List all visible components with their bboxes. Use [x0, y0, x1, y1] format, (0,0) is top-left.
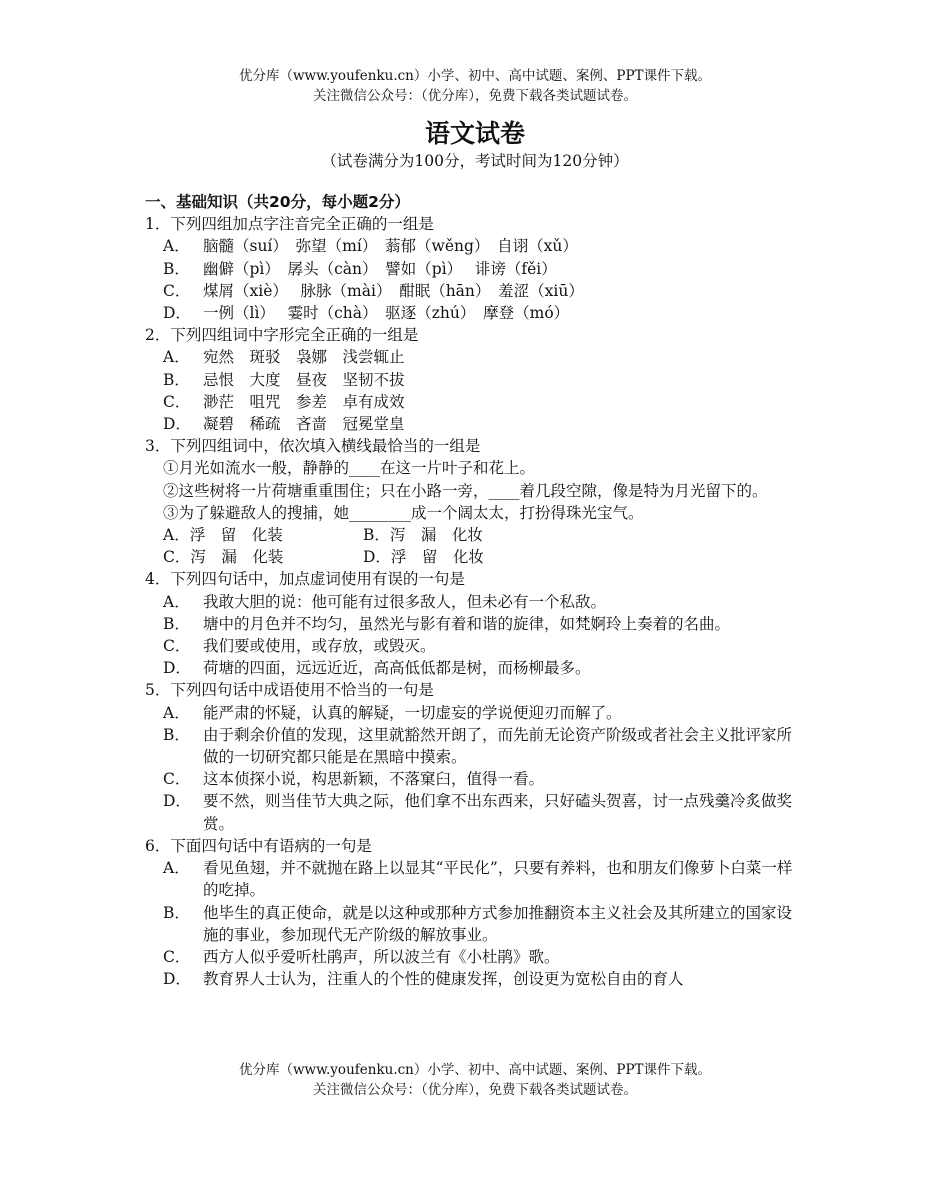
question-stem: 2．下列四组词中字形完全正确的一组是	[145, 326, 419, 345]
header-line-2: 关注微信公众号：（优分库），免费下载各类试题试卷。	[313, 88, 637, 104]
option-a: A． 宛然 斑驳 袅娜 浅尝辄止	[163, 348, 405, 367]
option-c: C． 西方人似乎爱听杜鹃声，所以波兰有《小杜鹃》歌。	[163, 947, 560, 966]
option-d: D． 凝碧 稀疏 吝啬 冠冕堂皇	[163, 415, 405, 434]
question-3	[145, 435, 805, 568]
question-6	[145, 835, 805, 990]
option-a: A．浮 留 化装	[163, 526, 283, 545]
option-a: A． 我敢大胆的说：他可能有过很多敌人，但未必有一个私敌。	[163, 592, 607, 611]
question-stem: 1．下列四组加点字注音完全正确的一组是	[145, 215, 434, 234]
option-c: C．泻 漏 化装	[163, 548, 284, 567]
option-c: C． 我们要或使用，或存放，或毁灭。	[163, 637, 436, 656]
option-a: A． 脑髓（suí） 弥望（mí） 蓊郁（wěng） 自诩（xǔ）	[163, 237, 578, 256]
option-d: D． 教育界人士认为，注重人的个性的健康发挥，创设更为宽松自由的育人	[163, 970, 684, 989]
section-title: 一、基础知识（共20分，每小题2分）	[145, 193, 410, 211]
option-b: B． 他毕生的真正使命，就是以这种或那种方式参加推翻资本主义社会及其所建立的国家设施的事业，参加现代无产阶级的解放事业。	[163, 903, 793, 944]
exam-subtitle: （试卷满分为100分，考试时间为120分钟）	[321, 152, 629, 170]
option-d: D． 要不然，则当佳节大典之际，他们拿不出东西来，只好磕头贺喜，讨一点残羹冷炙做奖赏。	[163, 792, 793, 833]
question-2	[145, 324, 805, 435]
option-c: C． 渺茫 咀咒 参差 卓有成效	[163, 392, 405, 411]
option-b: B． 忌恨 大度 昼夜 坚韧不拔	[163, 370, 405, 389]
exam-content	[145, 191, 805, 990]
question-stem: 3．下列四组词中，依次填入横线最恰当的一组是	[145, 437, 481, 456]
option-row-cd	[145, 546, 805, 568]
footer-line-2: 关注微信公众号：（优分库），免费下载各类试题试卷。	[313, 1082, 637, 1098]
question-stem: 4．下列四句话中，加点虚词使用有误的一句是	[145, 570, 465, 589]
option-row-ab	[145, 524, 805, 546]
option-d: D．浮 留 化妆	[363, 548, 484, 567]
sentence-2: ②这些树将一片荷塘重重围住；只在小路一旁，____着几段空隙，像是特为月光留下的。	[163, 481, 768, 500]
sentence-1: ①月光如流水一般，静静的____在这一片叶子和花上。	[163, 459, 536, 478]
question-5	[145, 679, 805, 834]
exam-title: 语文试卷	[424, 119, 525, 148]
option-c: C． 煤屑（xiè） 脉脉（mài） 酣眠（hān） 羞涩（xiū）	[163, 281, 584, 300]
question-4	[145, 568, 805, 679]
option-b: B． 幽僻（pì） 孱头（càn） 譬如（pì） 诽谤（fěi）	[163, 259, 557, 278]
question-stem: 5．下列四句话中成语使用不恰当的一句是	[145, 681, 434, 700]
page-footer	[0, 1060, 950, 1100]
page-header	[0, 66, 950, 106]
option-b: B． 由于剩余价值的发现，这里就豁然开朗了，而先前无论资产阶级或者社会主义批评家所做的一切研究都只能是在黑暗中摸索。	[163, 725, 793, 767]
header-line-1: 优分库（www.youfenku.cn）小学、初中、高中试题、案例、PPT课件下载。	[238, 68, 712, 84]
option-d: D． 荷塘的四面，远远近近，高高低低都是树，而杨柳最多。	[163, 659, 591, 678]
question-stem: 6．下面四句话中有语病的一句是	[145, 836, 372, 855]
footer-line-1: 优分库（www.youfenku.cn）小学、初中、高中试题、案例、PPT课件下载。	[238, 1062, 712, 1078]
sentence-3: ③为了躲避敌人的搜捕，她________成一个阔太太，打扮得珠光宝气。	[163, 503, 644, 522]
option-a: A． 看见鱼翅，并不就抛在路上以显其“平民化”，只要有养料，也和朋友们像萝卜白菜一样的吃掉。	[163, 859, 793, 900]
question-1	[145, 213, 805, 324]
option-b: B． 塘中的月色并不均匀，虽然光与影有着和谐的旋律，如梵婀玲上奏着的名曲。	[163, 614, 731, 633]
option-b: B．泻 漏 化妆	[363, 526, 483, 545]
option-d: D． 一例（lì） 霎时（chà） 驱逐（zhú） 摩登（mó）	[163, 304, 570, 323]
option-a: A． 能严肃的怀疑，认真的解疑，一切虚妄的学说便迎刃而解了。	[163, 703, 622, 722]
option-c: C． 这本侦探小说，构思新颖，不落窠臼，值得一看。	[163, 770, 545, 789]
